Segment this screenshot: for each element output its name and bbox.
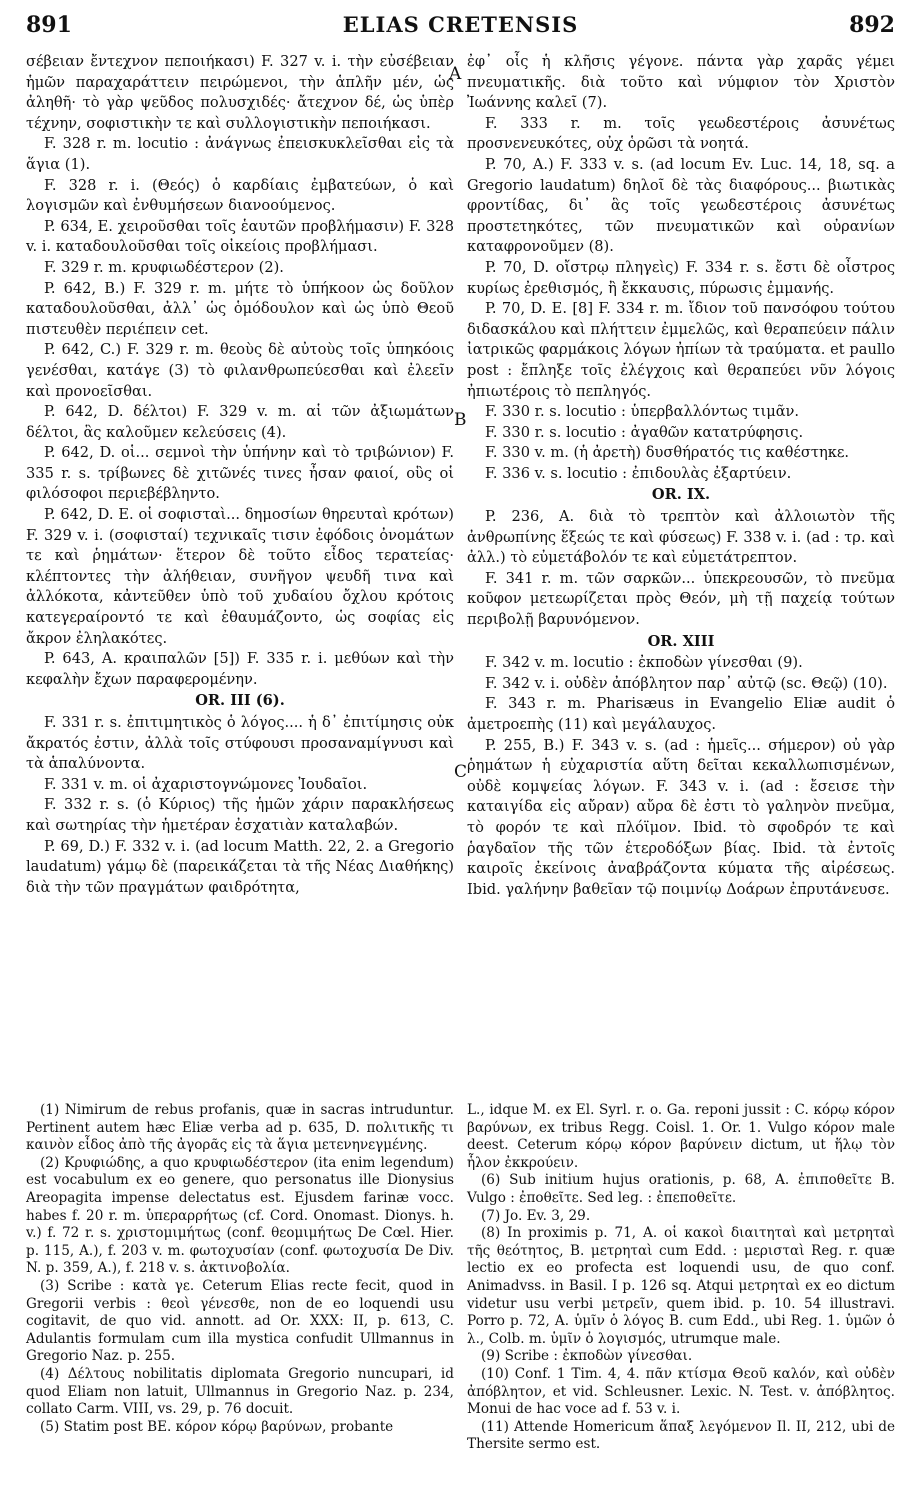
paragraph: σέβειαν ἔντεχνον πεποιήκασι) F. 327 v. i. τὴν εὐσέβειαν ἡμῶν παραχαράττειν πειρώμενοι, τὴν ἁπλῆν μέν, ὡς ἀληθῆ· τὸ γὰρ ψεῦδος πολυσχιδές· ἄτεχνον δέ, ὡς ὑπὲρ τέχνην, σοφιστικὴν τε καὶ συλλογιστικὴν πεποιήκασι. xyxy=(26,53,454,132)
section-heading: OR. XIII xyxy=(647,632,715,650)
section-heading: OR. III (6). xyxy=(195,692,285,710)
paragraph: P. 642, D. E. οἱ σοφισταὶ... δημοσίων θηρευταὶ κρότων) F. 329 v. i. (σοφισταί) τεχνικαῖς τισιν ἐφόδοις ὀνομάτων τε καὶ ῥημάτων· ἕτερον δὲ τοῦτο εἶδος τερατείας· κλέπτοντες τὴν ἀλήθειαν, συνῆγον ψευδῆ τινα καὶ ἀλλόκοτα, κἀντεῦθεν ὑπὸ τοῦ χυδαίου ὄχλου κρότοις κατεγεραίροντό τε καὶ ἐθαυμάζοντο, ὡς σοφίας εἰς ἄκρον ἐληλακότες. xyxy=(26,506,454,647)
paragraph: F. 331 r. s. ἐπιτιμητικὸς ὁ λόγος.... ἡ δ᾽ ἐπιτίμησις οὐκ ἄκρατός ἐστιν, ἀλλὰ τοῖς στύφουσι προσαναμίγνυσι καὶ τὰ ἁπαλύνοντα. xyxy=(26,714,454,773)
paragraph: F. 328 r. i. (Θεός) ὁ καρδίαις ἐμβατεύων, ὁ καὶ λογισμῶν καὶ ἐνθυμήσεων διανοούμενος. xyxy=(26,176,454,215)
paragraph: F. 329 r. m. κρυφιωδέστερον (2). xyxy=(44,258,284,276)
footnote: (3) Scribe : κατὰ γε. Ceterum Elias recte fecit, quod in Gregorii verbis : θεοὶ γένεσθε, non de eo loquendi usu cogitavit, de quo vid. annott. ad Or. XXX: II, p. 613, C. Adulantis formulam cum illa mystica confudit Ullmannus in Gregorio Naz. p. 255. xyxy=(26,1277,454,1365)
paragraph: P. 643, A. κραιπαλῶν [5]) F. 335 r. i. μεθύων καὶ τὴν κεφαλὴν ἔχων παραφερομένην. xyxy=(26,650,454,688)
paragraph: F. 331 v. m. οἱ ἀχαριστογνώμονες Ἰουδαῖοι. xyxy=(44,775,368,793)
paragraph: F. 333 r. m. τοῖς γεωδεστέροις ἀσυνέτως προσνενευκότες, οὐχ ὁρῶσι τὰ νοητά. xyxy=(467,114,895,153)
paragraph: F. 342 v. m. locutio : ἐκποδὼν γίνεσθαι (9). xyxy=(485,654,803,672)
footnotes-left xyxy=(26,1102,454,1436)
paragraph: F. 330 r. s. locutio : ἀγαθῶν κατατρύφησις. xyxy=(485,423,804,441)
page-number-right: 892 xyxy=(849,12,895,38)
footnote: (10) Conf. 1 Tim. 4, 4. πᾶν κτίσμα Θεοῦ καλόν, καὶ οὐδὲν ἀπόβλητον, et vid. Schleusner. Lexic. N. Test. v. ἀπόβλητος. Monui de hac voce ad f. 53 v. i. xyxy=(467,1365,895,1418)
paragraph: P. 642, C.) F. 329 r. m. θεοὺς δὲ αὐτοὺς τοῖς ὑπηκόοις γενέσθαι, κατάγε (3) τὸ φιλανθρωπεύεσθαι καὶ ἐλεεῖν καὶ προνοεῖσθαι. xyxy=(26,341,454,400)
paragraph: P. 70, A.) F. 333 v. s. (ad locum Ev. Luc. 14, 18, sq. a Gregorio laudatum) δηλοῖ δὲ τὰς διαφόρους... βιωτικὰς φροντίδας, δι᾽ ἃς τοῖς γεωδεστέροις ἀσυνέτως προστετηκότες, τῶν πνευματικῶν καὶ οὐρανίων καταφρονοῦμεν (8). xyxy=(467,155,895,256)
margin-marker-b: B xyxy=(454,410,467,430)
footnote: (5) Statim post BE. κόρον κόρῳ βαρύνων, probante xyxy=(40,1418,394,1435)
paragraph: P. 642, D. οἱ... σεμνοὶ τὴν ὑπήνην καὶ τὸ τριβώνιον) F. 335 r. s. τρίβωνες δὲ χιτῶνές τινες ἦσαν φαιοί, οὓς οἱ φιλόσοφοι περιεβέβληντο. xyxy=(26,444,454,503)
paragraph: F. 343 r. m. Pharisæus in Evangelio Eliæ audit ὁ ἀμετροεπὴς (11) καὶ μεγάλαυχος. xyxy=(467,695,895,733)
footnote: (8) In proximis p. 71, A. οἱ κακοὶ διαιτηταὶ καὶ μετρηταὶ τῆς θεότητος, B. μετρηταὶ cum Edd. : μερισταὶ Reg. r. quæ lectio ex eo profecta est loquendi usu, de quo conf. Animadvss. in Basil. I p. 126 sq. Atqui μετρηταὶ ex eo dictum videtur usu verbi μετρεῖν, quem ibid. p. 10. 54 illustravi. Porro p. 72, A. ὑμῖν ὁ λόγος B. cum Edd., ubi Reg. 1. ὑμῶν ὁ λ., Colb. m. ὑμῖν ὁ λογισμός, utrumque male. xyxy=(467,1225,895,1347)
paragraph: F. 332 r. s. (ὁ Κύριος) τῆς ἡμῶν χάριν παρακλήσεως καὶ σωτηρίας τὴν ἡμετέραν ἐσχατιὰν καταλαβών. xyxy=(26,796,454,834)
margin-marker-a: A xyxy=(449,64,462,84)
paragraph: F. 341 r. m. τῶν σαρκῶν... ὑπεκρεουσῶν, τὸ πνεῦμα κοῦφον μετεωρίζεται πρὸς Θεόν, μὴ τῇ παχείᾳ τούτων περιβολῇ βαρυνόμενον. xyxy=(467,569,895,629)
paragraph: P. 70, D. E. [8] F. 334 r. m. ἴδιον τοῦ πανσόφου τούτου διδασκάλου καὶ πλήττειν ἐμμελῶς, καὶ θεραπεύειν πάλιν ἰατρικῶς φαρμάκοις λόγων ἠπίων τὰ τραύματα. et paullo post : ἔπληξε τοῖς ἐλέγχοις καὶ θεραπεύει νῦν λόγοις ἠπιωτέροις τὸ πεπληγός. xyxy=(467,300,895,400)
footnote: (9) Scribe : ἐκποδὼν γίνεσθαι. xyxy=(481,1348,693,1365)
paragraph: ἐφ᾽ οἷς ἡ κλῆσις γέγονε. πάντα γὰρ χαρᾶς γέμει πνευματικῆς. διὰ τοῦτο καὶ νύμφιον τὸν Χριστὸν Ἰωάννης καλεῖ (7). xyxy=(467,53,895,112)
running-title: ELIAS CRETENSIS xyxy=(342,12,579,37)
paragraph: F. 328 r. m. locutio : ἀνάγνως ἐπεισκυκλεῖσθαι εἰς τὰ ἅγια (1). xyxy=(26,135,454,173)
footnote: (1) Nimirum de rebus profanis, quæ in sacras intruduntur. Pertinent autem hæc Eliæ verba ad p. 635, D. πολιτικῆς τι καινὸν εἶδος ἀπὸ τῆς ἀγορᾶς εἰς τὰ ἅγια μετενηνεγμένης. xyxy=(26,1102,454,1154)
paragraph: F. 330 v. m. (ἡ ἀρετὴ) δυσθήρατός τις καθέστηκε. xyxy=(485,444,850,462)
paragraph: P. 236, A. διὰ τὸ τρεπτὸν καὶ ἀλλοιωτὸν τῆς ἀνθρωπίνης ἕξεώς τε καὶ φύσεως) F. 338 v. i. (ad : τρ. καὶ ἀλλ.) τὸ εὐμετάβολόν τε καὶ εὐμετάτρεπτον. xyxy=(467,508,895,567)
footnote: (7) Jo. Ev. 3, 29. xyxy=(481,1207,591,1224)
footnote: (11) Attende Homericum ἅπαξ λεγόμενον Il. II, 212, ubi de Thersite sermo est. xyxy=(467,1418,895,1453)
footnote: (2) Κρυφιώδης, a quo κρυφιωδέστερον (ita enim legendum) est vocabulum ex eo genere, quo personatus ille Dionysius Areopagita impense delectatus est. Ejusdem farinæ vocc. habes f. 20 r. m. ὑπεραρρήτως (cf. Cord. Onomast. Dionys. h. v.) f. 72 r. s. χριστομιμήτως (conf. θεομιμήτως De Cœl. Hier. p. 115, A.), f. 203 v. m. φωτοχυσίαν (conf. φωτοχυσία De Div. N. p. 359, A.), f. 218 v. s. ἀκτινοβολία. xyxy=(26,1154,454,1277)
paragraph: P. 70, D. οἴστρῳ πληγεὶς) F. 334 r. s. ἔστι δὲ οἶστρος κυρίως ἐρεθισμός, ἢ ἔκκαυσις, πύρωσις ἐμμανής. xyxy=(467,258,895,297)
page-number-left: 891 xyxy=(26,12,72,38)
paragraph: P. 634, E. χειροῦσθαι τοῖς ἑαυτῶν προβλήμασιν) F. 328 v. i. καταδουλοῦσθαι τοῖς οἰκείοις προβλήμασι. xyxy=(26,217,454,256)
footnote: (4) Δέλτους nobilitatis diplomata Gregorio nuncupari, id quod Eliam non latuit, Ullmannus in Gregorio Naz. p. 234, collato Carm. VIII, vs. 29, p. 76 docuit. xyxy=(26,1365,454,1418)
right-column xyxy=(467,52,895,900)
footnote: L., idque M. ex El. Syrl. r. o. Ga. reponi jussit : C. κόρῳ κόρον βαρύνων, ex tribus Regg. Coisl. 1. Or. 1. Vulgo κόρον male deest. Ceterum κόρῳ κόρον βαρύνειν dictum, ut ἥλῳ τὸν ἧλον ἐκκρούειν. xyxy=(467,1102,895,1171)
margin-marker-c: C xyxy=(454,762,468,782)
left-column xyxy=(26,52,454,898)
paragraph: F. 342 v. i. οὐδὲν ἀπόβλητον παρ᾽ αὐτῷ (sc. Θεῷ) (10). xyxy=(485,674,888,692)
paragraph: P. 642, B.) F. 329 r. m. μήτε τὸ ὑπήκοον ὡς δοῦλον καταδουλοῦσθαι, ἀλλ᾽ ὡς ὁμόδουλον καὶ ὡς ὑπὸ Θεοῦ πιστευθὲν περιέπειν cet. xyxy=(26,279,454,338)
paragraph: F. 336 v. s. locutio : ἐπιδουλὰς ἐξαρτύειν. xyxy=(485,464,792,482)
footnotes-right xyxy=(467,1102,895,1454)
paragraph: F. 330 r. s. locutio : ὑπερβαλλόντως τιμᾶν. xyxy=(485,403,800,421)
section-heading: OR. IX. xyxy=(651,486,711,504)
page-header xyxy=(26,6,895,46)
paragraph: P. 255, B.) F. 343 v. s. (ad : ἡμεῖς... σήμερον) οὐ γὰρ ῥημάτων ἡ εὐχαριστία αὕτη δεῖται κεκαλλωπισμένων, οὐδὲ κομψείας λόγων. F. 343 v. i. (ad : ἔσεισε τὴν καταιγίδα εἰς αὔραν) αὔρα δὲ ἐστι τὸ γαληνὸν πνεῦμα, τὸ φορόν τε καὶ πλόϊμον. Ibid. τὸ σφοδρόν τε καὶ ῥαγδαῖον τῆς τῶν ἑτεροδόξων βίας. Ibid. τὰ ἐντοῖς καιροῖς ἐκείνοις ἀναβράζοντα κύματα τῆς αἱρέσεως. Ibid. γαλήνην βαθεῖαν τῷ ποιμνίῳ Δοάρων ἐπρυτάνευσε. xyxy=(467,736,895,898)
paragraph: P. 642, D. δέλτοι) F. 329 v. m. αἱ τῶν ἀξιωμάτων δέλτοι, ἃς καλοῦμεν κελεύσεις (4). xyxy=(26,403,454,441)
footnote: (6) Sub initium hujus orationis, p. 68, A. ἐπιποθεῖτε B. Vulgo : ἐποθεῖτε. Sed leg. : ἐπεποθεῖτε. xyxy=(467,1172,895,1206)
paragraph: P. 69, D.) F. 332 v. i. (ad locum Matth. 22, 2. a Gregorio laudatum) γάμῳ δὲ (παρεικάζεται τὰ τῆς Νέας Διαθήκης) διὰ τὴν τῶν πραγμάτων φαιδρότητα, xyxy=(26,837,454,896)
